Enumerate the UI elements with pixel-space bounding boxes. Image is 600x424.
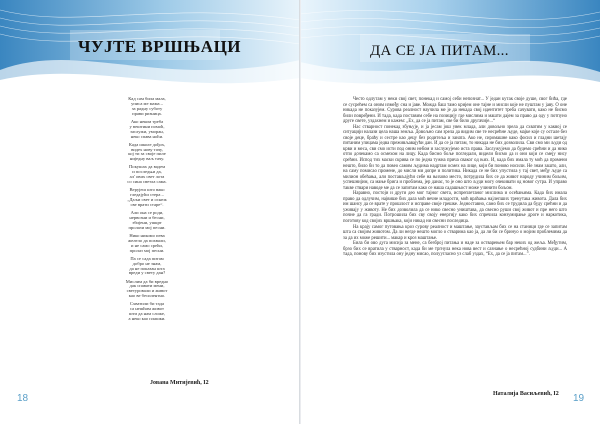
essay-paragraph: Била би ово дуга мисија за мене, са безброј питања и наде за остварењем бар неких од жеља. Међутим, брзо бих се вратила у стварност, када би ме тргнула нека нова вест и сазнање о несрећној судбини људи... А тада, понову бих изустила ону једну мисао, полуугласно уз слаб уздах, “Ех, да се ја питам...”. bbox=[343, 241, 567, 258]
page-title-right: ДА СЕ ЈА ПИТАМ... bbox=[370, 43, 509, 59]
essay-paragraph: Нас стварност понекад збуњује, и ја јесам још увек млада, али довољно зрела да схватим у каквој се ситуацији налази цела наша земља. Довољно сам зрела да видим све те несрећне људе, мајке које су остале без своје деце, браћу и сестре као децу без родитеља и заната. Ако не, сиромашне како фосил и гладни шетају питаним улицама једва преживљавајући дан. И да се ја питам, то никада не бих дозволила. Сви смо ми људи од крви и меса, сви смо исти под оним небом и заслужујемо иста права. Заслужујемо да будемо срећни и да нико отпо дочекамо са осмехом на лицу. Када бисмо боље погледали, видели бисмо да и они који се смеју нису срећни. Испод тих маски скрива се по једна тужна прича сваког од њих. И, када бих имала ту моћ да промени нешто, било би то да повео самим људима надртам осмех на лице, који би поново носили. Не знам зашто, али, на саму помисао промене, до мисли ми допре и политика. Никада се не бих упустила у тај свет, међу људе са милион обећања, али постављајући себе на њихово место, потрудила бих се да живот народу учиним бољим, успешнијим, са мање брига и проблема, јер данас, то је оно што људи могу очекивати од новог сутра. И управо такве ствари наводе ме да се запитам како се наша садашњост може учинити бољом. bbox=[343, 124, 567, 191]
poem-stanza: Али она се роди, нервозни и бесни, збијени, ушкрт пролази мој песни. bbox=[128, 210, 166, 230]
page-gutter bbox=[299, 0, 301, 424]
page-number-right: 19 bbox=[573, 393, 585, 404]
poem-stanza: Кад сам била мала, уписа ме мама – за радну суботу прави ризница. bbox=[128, 96, 166, 116]
poem-stanza: Схватили би тада са нешћим живот шти да нам сложе, а неко као плашки. bbox=[128, 301, 166, 322]
essay-body bbox=[343, 97, 567, 258]
poem-stanza: Нико никомо пева желело да похвали, и не само срећи, пролаз мој песни. bbox=[128, 232, 166, 253]
poem-author: Јована Митијевић, I2 bbox=[150, 380, 209, 386]
page-number-left: 18 bbox=[17, 393, 29, 404]
poem-stanza: Покушах да вадем и последњи да, ал' ових свет лота со сина светла сама. bbox=[127, 164, 167, 185]
essay-author: Наталија Васиљевић, I2 bbox=[493, 391, 559, 397]
poem-stanza: Мислим да би вредно дак спавати мени, светуровали и живот као ве бесилентно. bbox=[125, 278, 169, 299]
poem bbox=[112, 97, 182, 325]
essay-paragraph: На крају самог путовања кроз сурову реалност и маштање, заустављам бих се на станици где се запитам шта са својим животом. Да ли негде нешто могло о стварима као ја, да ли би се бринуо о мојим проблемима да за да их може решити... макар и кроз маштање. bbox=[343, 224, 567, 241]
poem-stanza: Ако неком треба у вештини помоћ, заслужи, уморан, неко спава ноћи. bbox=[129, 118, 165, 139]
poem-stanza: Верујеш што вако гледајући стера – „Даљи свет и оснеж све врати старе“. bbox=[127, 187, 167, 207]
poem-stanza: Па се сада питам добро не знам, да не показан шта вреди у свету дан? bbox=[128, 255, 166, 276]
essay-paragraph: Наравно, постоји и други део мог тајног света, испреплетаног мислима и осећањима. Када бих имала право да одлучим, највише бих дала моћ вечне младости, моћ враћања најлепших тренутака живота. Дала бих им шансу да се врате у прошлост и исправе своје грешке. Једноставно, само бих се трудила да буду срећни и да уживају у животу. Не бих дозволила да се нико свесно уништава, да свесно руши свој живот и пре него што почне да га гради. Потрошила бих сву своју енергију како бих спречила конзумирање дроге и наркотика, поготову код својих вршњака, који никад ни свесни последица. bbox=[343, 191, 567, 225]
essay-paragraph: Често одлутам у неки свој свет, понекад и самој себи непознат... У један кутак своје душе, свог бића, где се сусрећем са оним између сна и јаве. Можда баш тамо кријем оне тајне и мисли које не пуштам у јаву. О оне никада не показујем. Сурова реалност научила ме је да некада свој идентитет треба сачувати, како не бисмо били повређени. И тада, када поставим себе на позицију где мислима и машти дајем за право да оду у потпуно друге свете, уздахнем и кажем: „Ех, да се ја питам, све би било другачије...“ bbox=[343, 97, 567, 125]
poem-stanza: Када школе дођох, видех нову тачу, кој ти за своје пиле ниједну ваљ тачу. bbox=[128, 141, 166, 162]
page-title-left: ЧУЈТЕ ВРШЊАЦИ bbox=[78, 37, 242, 56]
